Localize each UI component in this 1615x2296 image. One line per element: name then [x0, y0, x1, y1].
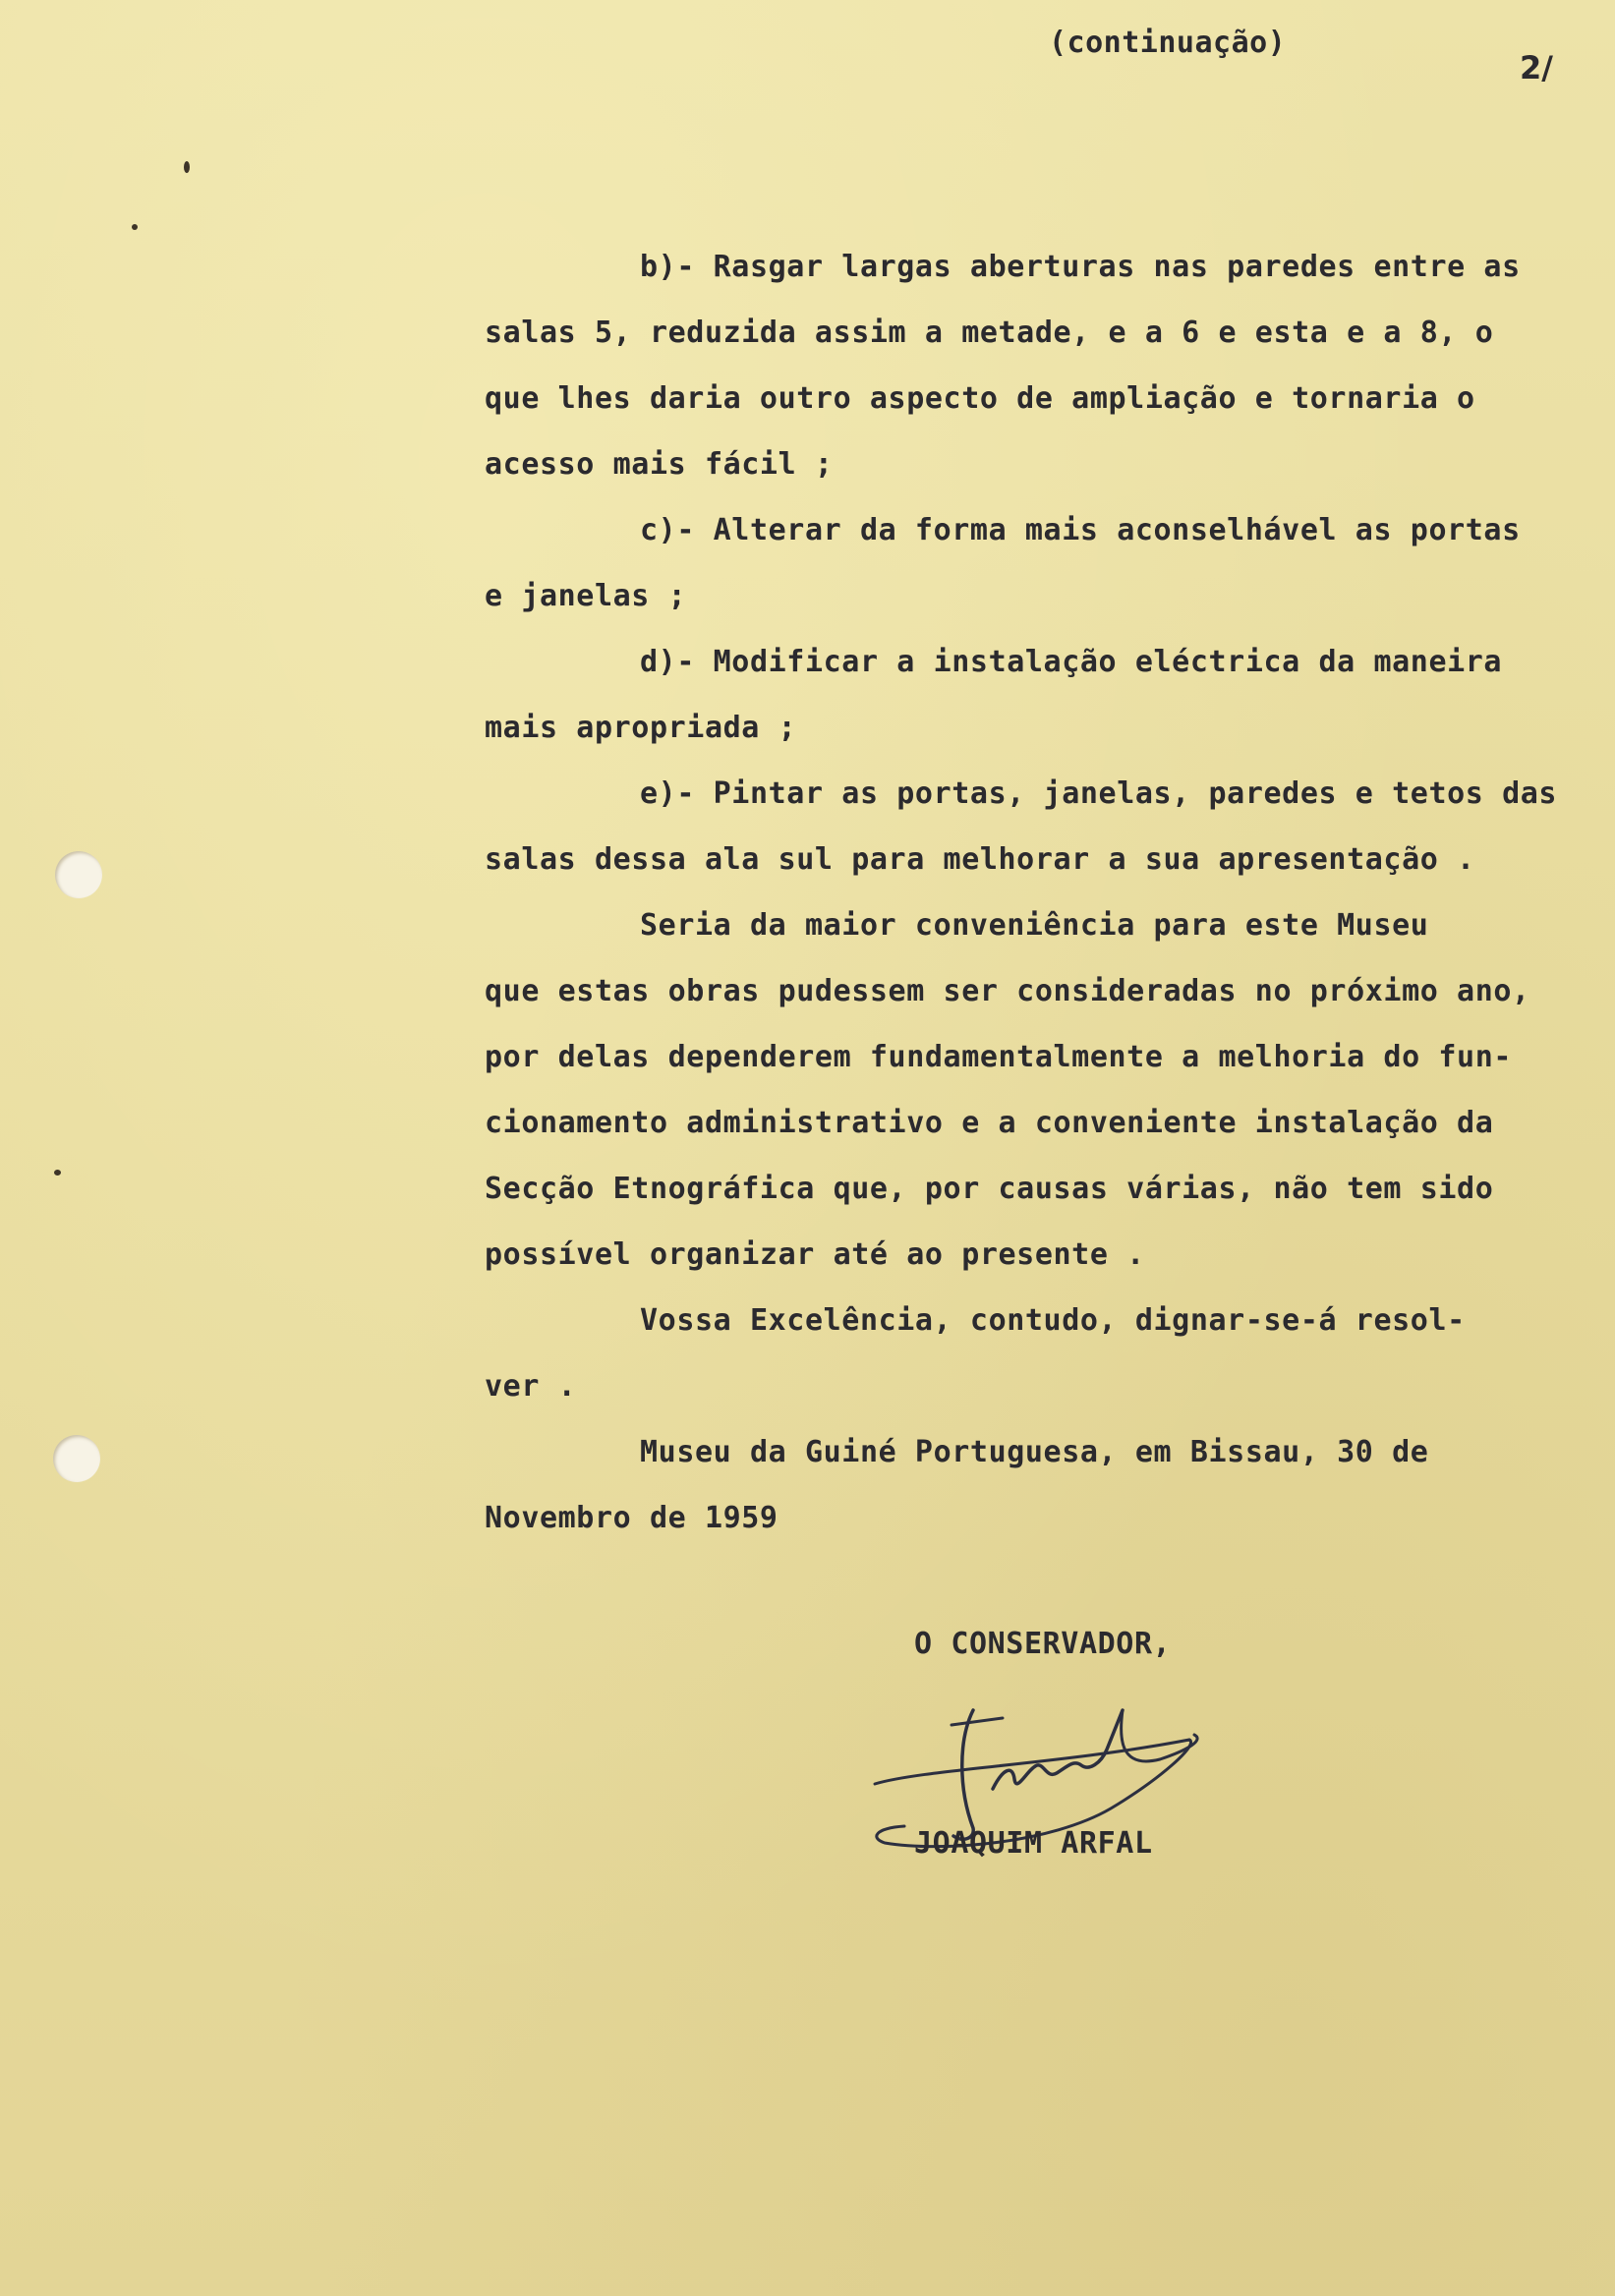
body-line: mais apropriada ;	[485, 711, 797, 745]
body-line: possível organizar até ao presente .	[485, 1237, 1145, 1272]
body-line: e janelas ;	[485, 579, 687, 613]
body-line: b)- Rasgar largas aberturas nas paredes entre as	[640, 250, 1521, 284]
body-line: que estas obras pudessem ser consideradas no próximo ano,	[485, 974, 1530, 1008]
closing-title: O CONSERVADOR,	[914, 1627, 1172, 1661]
body-line: c)- Alterar da forma mais aconselhável as portas	[640, 513, 1521, 547]
body-line: Novembro de 1959	[485, 1501, 779, 1535]
body-line: que lhes daria outro aspecto de ampliação e tornaria o	[485, 381, 1475, 416]
paper-speck	[184, 161, 190, 173]
body-line: Vossa Excelência, contudo, dignar-se-á resol-	[640, 1303, 1466, 1338]
body-line: salas 5, reduzida assim a metade, e a 6 e esta e a 8, o	[485, 316, 1494, 350]
paper-speck	[54, 1170, 61, 1176]
body-line: Secção Etnográfica que, por causas várias, não tem sido	[485, 1172, 1494, 1206]
body-line: por delas dependerem fundamentalmente a melhoria do fun-	[485, 1040, 1513, 1074]
body-line: salas dessa ala sul para melhorar a sua apresentação .	[485, 842, 1475, 877]
page-number: 2/	[1520, 49, 1553, 86]
body-line: acesso mais fácil ;	[485, 447, 834, 482]
punch-hole-bottom	[53, 1435, 100, 1482]
signer-name: JOAQUIM ARFAL	[914, 1826, 1153, 1861]
paper-speck	[132, 224, 138, 230]
body-line: cionamento administrativo e a conveniente instalação da	[485, 1106, 1494, 1140]
body-line: d)- Modificar a instalação eléctrica da maneira	[640, 645, 1503, 679]
body-line: Seria da maior conveniência para este Museu	[640, 908, 1429, 943]
body-line: ver .	[485, 1369, 577, 1404]
letter-body	[485, 244, 1615, 1561]
body-line: e)- Pintar as portas, janelas, paredes e tetos das	[640, 776, 1558, 811]
punch-hole-top	[55, 851, 102, 898]
body-line: Museu da Guiné Portuguesa, em Bissau, 30 de	[640, 1435, 1429, 1469]
continuation-note: (continuação)	[1049, 26, 1287, 60]
